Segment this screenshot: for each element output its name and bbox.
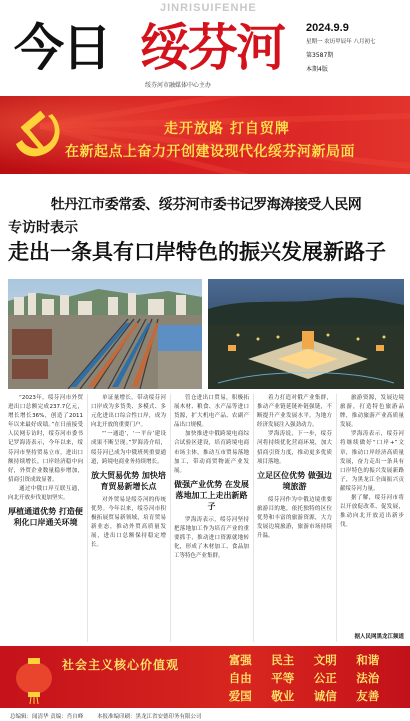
page-footer [0, 710, 410, 721]
core-value: 公正 [313, 671, 337, 685]
column-divider [336, 394, 337, 642]
article-body [8, 394, 404, 642]
core-values-title: 社会主义核心价值观 [62, 658, 180, 672]
core-value: 富强 [228, 653, 252, 667]
photo-night-plaza [208, 279, 404, 389]
banner-slogan-line1: 走开放路 打自贸牌 [164, 121, 290, 137]
article-subhead: 放大贸易优势 加快培育贸易新增长点 [91, 470, 166, 491]
core-values-grid [219, 652, 389, 706]
core-value: 文明 [313, 653, 337, 667]
article-paragraph: 罗海涛表示，绥芬河坚持把落地加工作为培育产业的重要抓手，推动进口资源就地转化，形成了木材加工、食品加工等特色产业集群。 [174, 516, 249, 560]
hammer-sickle-icon [8, 104, 68, 164]
article-paragraph: 绥芬河作为中俄边境重要旅游目的地，依托独特的区位优势和丰富的旅游资源，大力发展边境旅游，旅游市场持续升温。 [257, 496, 332, 540]
core-value: 法治 [356, 671, 380, 685]
core-value: 诚信 [313, 689, 337, 703]
footer-editors: 总编辑：闻清华 责编：肖自峰 [10, 714, 84, 720]
banner-slogan-line2: 在新起点上奋力开创建设现代化绥芬河新局面 [65, 144, 355, 160]
page-count: 本期4版 [306, 65, 328, 73]
issue-number: 第3587期 [306, 51, 334, 59]
masthead-info [306, 22, 406, 73]
article-column-4 [257, 394, 332, 642]
core-values-row [219, 688, 389, 704]
core-value: 友善 [356, 689, 380, 703]
article-paragraph: 管仓进出口贸易，积极拓展木材、粮食、水产品等进口货源，扩大机电产品、农副产品出口规模。 [174, 395, 249, 429]
article-subhead: 厚植通道优势 打造便利化口岸通关环境 [8, 507, 83, 528]
article-paragraph: 旅游资源，发展边境旅游，打造特色旅游品牌，推动旅游产业高质量发展。 [340, 395, 404, 429]
footer-printer: 本报准编印刷：黑龙江省安德印务有限公司 [97, 714, 202, 720]
masthead-title-suifenhe: 绥芬河 [140, 18, 284, 77]
column-divider [87, 394, 88, 642]
article-byline: 据人民网黑龙江频道 [354, 634, 404, 640]
article-paragraph: 罗海涛说，下一步，绥芬河将持续优化营商环境，加大招商引资力度，推动更多优质项目落地。 [257, 431, 332, 465]
headline-kicker: 专访时表示 [8, 220, 78, 236]
article-subhead: 做强产业优势 在发展落地加工上走出新路子 [174, 479, 249, 511]
photo-railway-port [8, 279, 202, 389]
article-paragraph: 罗海涛表示，绥芬河将继续做好“口岸+”文章，推动口岸经济高质量发展，奋力走出一条具有口岸特色的振兴发展新路子，为黑龙江全面振兴贡献绥芬河力量。 [340, 431, 404, 492]
core-values-row [219, 670, 389, 686]
core-value: 平等 [271, 671, 295, 685]
article-paragraph: “‘一通道’，‘一平台’建设成果不断呈现。”罗海涛介绍，绥芬河已成为中俄班列重要通道，跨境电商业务持续增长。 [91, 431, 166, 465]
masthead-publisher: 绥芬河市融媒体中心主办 [145, 82, 212, 89]
lantern-icon [6, 648, 62, 704]
article-column-3 [174, 394, 249, 642]
article-paragraph: 据了解，绥芬河市将以开放促改革、促发展，推动向北开放迈出新步伐。 [340, 495, 404, 529]
core-value: 民主 [271, 653, 295, 667]
slogan-banner [0, 96, 410, 174]
article-column-2 [91, 394, 166, 642]
article-paragraph: 通过中俄口岸互联互通，向北开放步伐更加坚实。 [8, 485, 83, 502]
issue-date: 2024.9.9 [306, 22, 349, 34]
article-paragraph: 着力打造对俄产业集群，推动产业链延链补链强链，不断提升产业发展水平，为地方经济发展注入强劲动力。 [257, 395, 332, 429]
headline-main: 走出一条具有口岸特色的振兴发展新路子 [8, 240, 386, 264]
lunar-date: 星期一 农历甲辰年 八月初七 [306, 39, 376, 45]
article-paragraph: 单证量增长。带动绥芬河口岸成为多货类、多模式、多元化进出口综合性口岸，成为向北开放的重要门户。 [91, 395, 166, 429]
article-subhead: 立足区位优势 做强边境旅游 [257, 470, 332, 491]
core-values-row [219, 652, 389, 668]
column-divider [253, 394, 254, 642]
article-paragraph: “2023年，绥芬河市外贸进出口总额完成237.7亿元，增长增长36%，创造了2011年以来最好成绩。”在日前接受人民网专访时，绥芬河市委书记罗海涛表示，今年以来，绥芬河市坚持贸易立市，进出口额持续增长，口岸经济稳中向好，外贸企业数量稳步增加，招商引资成效显著。 [8, 395, 83, 483]
article-paragraph: 对外贸易是绥芬河的传统优势。今年以来，绥芬河市积极拓展贸易新领域，培育贸易新业态，推动外贸高质量发展，进出口总额保持稳定增长。 [91, 496, 166, 549]
masthead-pinyin: JINRISUIFENHE [160, 2, 257, 14]
masthead-title-today: 今日 [14, 18, 110, 77]
core-value: 敬业 [271, 689, 295, 703]
core-value: 自由 [228, 671, 252, 685]
column-divider [170, 394, 171, 642]
masthead [0, 0, 410, 92]
core-value: 和谐 [356, 653, 380, 667]
headline-intro: 牡丹江市委常委、绥芬河市委书记罗海涛接受人民网 [50, 197, 362, 213]
core-values-banner [0, 646, 410, 708]
article-column-5 [340, 394, 404, 642]
article-paragraph: 加快推进中俄跨境电商综合试验区建设，培育跨境电商市场主体，推动互市贸易落地加工，带动商贸物流产业发展。 [174, 431, 249, 474]
core-value: 爱国 [228, 689, 252, 703]
article-column-1 [8, 394, 83, 642]
